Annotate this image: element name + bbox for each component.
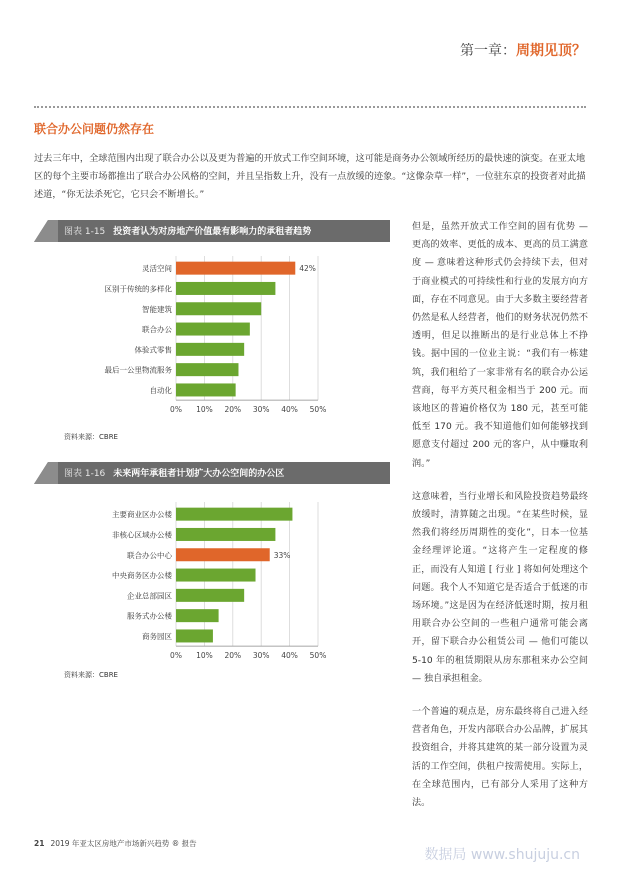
report-title: 2019 年亚太区房地产市场新兴趋势 ® 报告	[50, 839, 197, 848]
chart-2-category-label: 服务式办公楼	[127, 611, 172, 621]
chart-2-bar	[176, 508, 292, 521]
chart-1-category-label: 最后一公里物流服务	[104, 365, 172, 375]
chart-2-bar	[176, 589, 244, 602]
chart-2-bar	[176, 528, 275, 541]
chart-1-header	[34, 220, 390, 242]
chart-2-data-label: 33%	[273, 550, 291, 560]
page-footer	[34, 838, 197, 849]
chart-1-bar	[176, 282, 275, 295]
right-paragraph-2: 这意味着，当行业增长和风险投资趋势最终放缓时，清算随之出现。“在某些时候，显然我们将经历周期性的变化”，日本一位基金经理评论道。“这将产生一定程度的修正，而没有人知道 [ 行业 ] 将如何处理这个问题。我个人不知道它是否适合于低迷的市场环境。”这是因为在经济低迷时期，按月租用联合办公空间的一些租户通常可能会离开，留下联合办公租赁公司 — 他们可能以 5-10 年的租赁期限从房东那租来办公空间 — 独自承担租金。	[412, 491, 588, 684]
dotted-divider	[34, 106, 586, 108]
chart-2-number: 图表 1-16	[64, 469, 106, 479]
intro-paragraph: 过去三年中，全球范围内出现了联合办公以及更为普遍的开放式工作空间环境，这可能是商务办公领域所经历的最快速的演变。在亚太地区的每个主要市场都推出了联合办公风格的空间，并且呈指数上升，没有一点放缓的迹象。“这像杂草一样”，一位驻东京的投资者对此描述道，“你无法杀死它，它只会不断增长。”	[34, 153, 586, 200]
chart-1-plot	[34, 252, 390, 424]
chart-1-source: 资料来源：CBRE	[64, 433, 118, 441]
chapter-title: 周期见顶？	[516, 43, 586, 59]
chart-2-title: 未来两年承租者计划扩大办公空间的办公区	[113, 469, 285, 479]
chart-1-category-label: 自动化	[149, 385, 172, 395]
chart-1-category-label: 区别于传统的多样化	[104, 284, 172, 294]
chart-1-tick-label: 40%	[281, 405, 298, 415]
right-paragraph-1: 但是，虽然开放式工作空间的固有优势 — 更高的效率、更低的成本、更高的员工满意度 — 意味着这种形式仍会持续下去，但对于商业模式的可持续性和行业的发展方向方面，存在不同意见。由于大多数主要经营者仍然是私人经营者，他们的财务状况仍然不透明，但足以推断出的是行业总体上不挣钱。据中国的一位业主说：“我们有一栋建筑，我们租给了一家非常有名的联合办公运营商，每平方英尺租金相当于 200 元。而该地区的普遍价格仅为 180 元，甚至可能低至 170 元。我不知道他们如何能够找到愿意支付超过 200 元的客户，从中赚取利润。”	[412, 222, 588, 469]
chart-1-category-label: 联合办公	[142, 325, 172, 335]
chart-2-category-label: 商务园区	[142, 631, 172, 641]
chart-2-plot	[34, 498, 390, 664]
chart-1-data-label: 42%	[299, 264, 316, 274]
chart-1-category-label: 灵活空间	[142, 264, 172, 274]
chart-1-category-label: 体验式零售	[134, 345, 172, 355]
chart-2-category-label: 主要商业区办公楼	[112, 510, 172, 520]
chart-1-bar	[176, 323, 250, 336]
chart-1-tick-label: 0%	[170, 405, 182, 415]
chart-2-header	[34, 462, 390, 484]
page-number: 21	[34, 839, 45, 848]
chart-1-bar	[176, 363, 238, 376]
chart-2-tick-label: 30%	[252, 651, 270, 661]
chapter-label: 第一章：	[460, 43, 516, 59]
chart-2-bar	[176, 548, 270, 561]
chart-1-tick-label: 20%	[224, 405, 242, 415]
chart-2-tick-label: 20%	[224, 651, 242, 661]
chart-2-category-label: 联合办公中心	[127, 550, 172, 560]
chart-2-category-label: 非核心区域办公楼	[112, 530, 172, 540]
chart-2-bar	[176, 569, 256, 582]
chart-1-tick-label: 10%	[196, 405, 213, 415]
chart-1-title: 投资者认为对房地产价值最有影响力的承租者趋势	[113, 227, 312, 237]
chart-1-bar	[176, 302, 261, 315]
chart-2-tick-label: 10%	[196, 651, 213, 661]
chart-1-bar	[176, 343, 244, 356]
right-paragraph-3: 一个普遍的观点是，房东最终将自己进入经营者角色，开发内部联合办公品牌，扩展其投资组合，并将其建筑的某一部分设置为灵活的工作空间，供租户按需使用。实际上，在全球范围内，已有部分人采用了这种方法。	[412, 707, 588, 809]
chart-2-bar	[176, 609, 219, 622]
chart-1-bar	[176, 383, 236, 396]
watermark: 数据局 www.shujuju.cn	[424, 847, 580, 863]
chart-2-tick-label: 0%	[170, 651, 182, 661]
chart-1-tick-label: 50%	[309, 405, 327, 415]
chapter-heading	[460, 40, 586, 60]
chart-1-category-label: 智能建筑	[142, 304, 172, 314]
chart-1-number: 图表 1-15	[64, 227, 106, 237]
chart-1-tick-label: 30%	[252, 405, 270, 415]
chart-2-bar	[176, 629, 213, 642]
chart-2-tick-label: 40%	[281, 651, 298, 661]
chart-2-category-label: 企业总部园区	[127, 591, 172, 601]
chart-1-bar	[176, 262, 295, 275]
section-title: 联合办公问题仍然存在	[34, 122, 155, 136]
right-column	[412, 218, 588, 827]
chart-2-source: 资料来源：CBRE	[64, 671, 118, 679]
chart-2-tick-label: 50%	[309, 651, 327, 661]
chart-2-category-label: 中央商务区办公楼	[112, 571, 172, 581]
